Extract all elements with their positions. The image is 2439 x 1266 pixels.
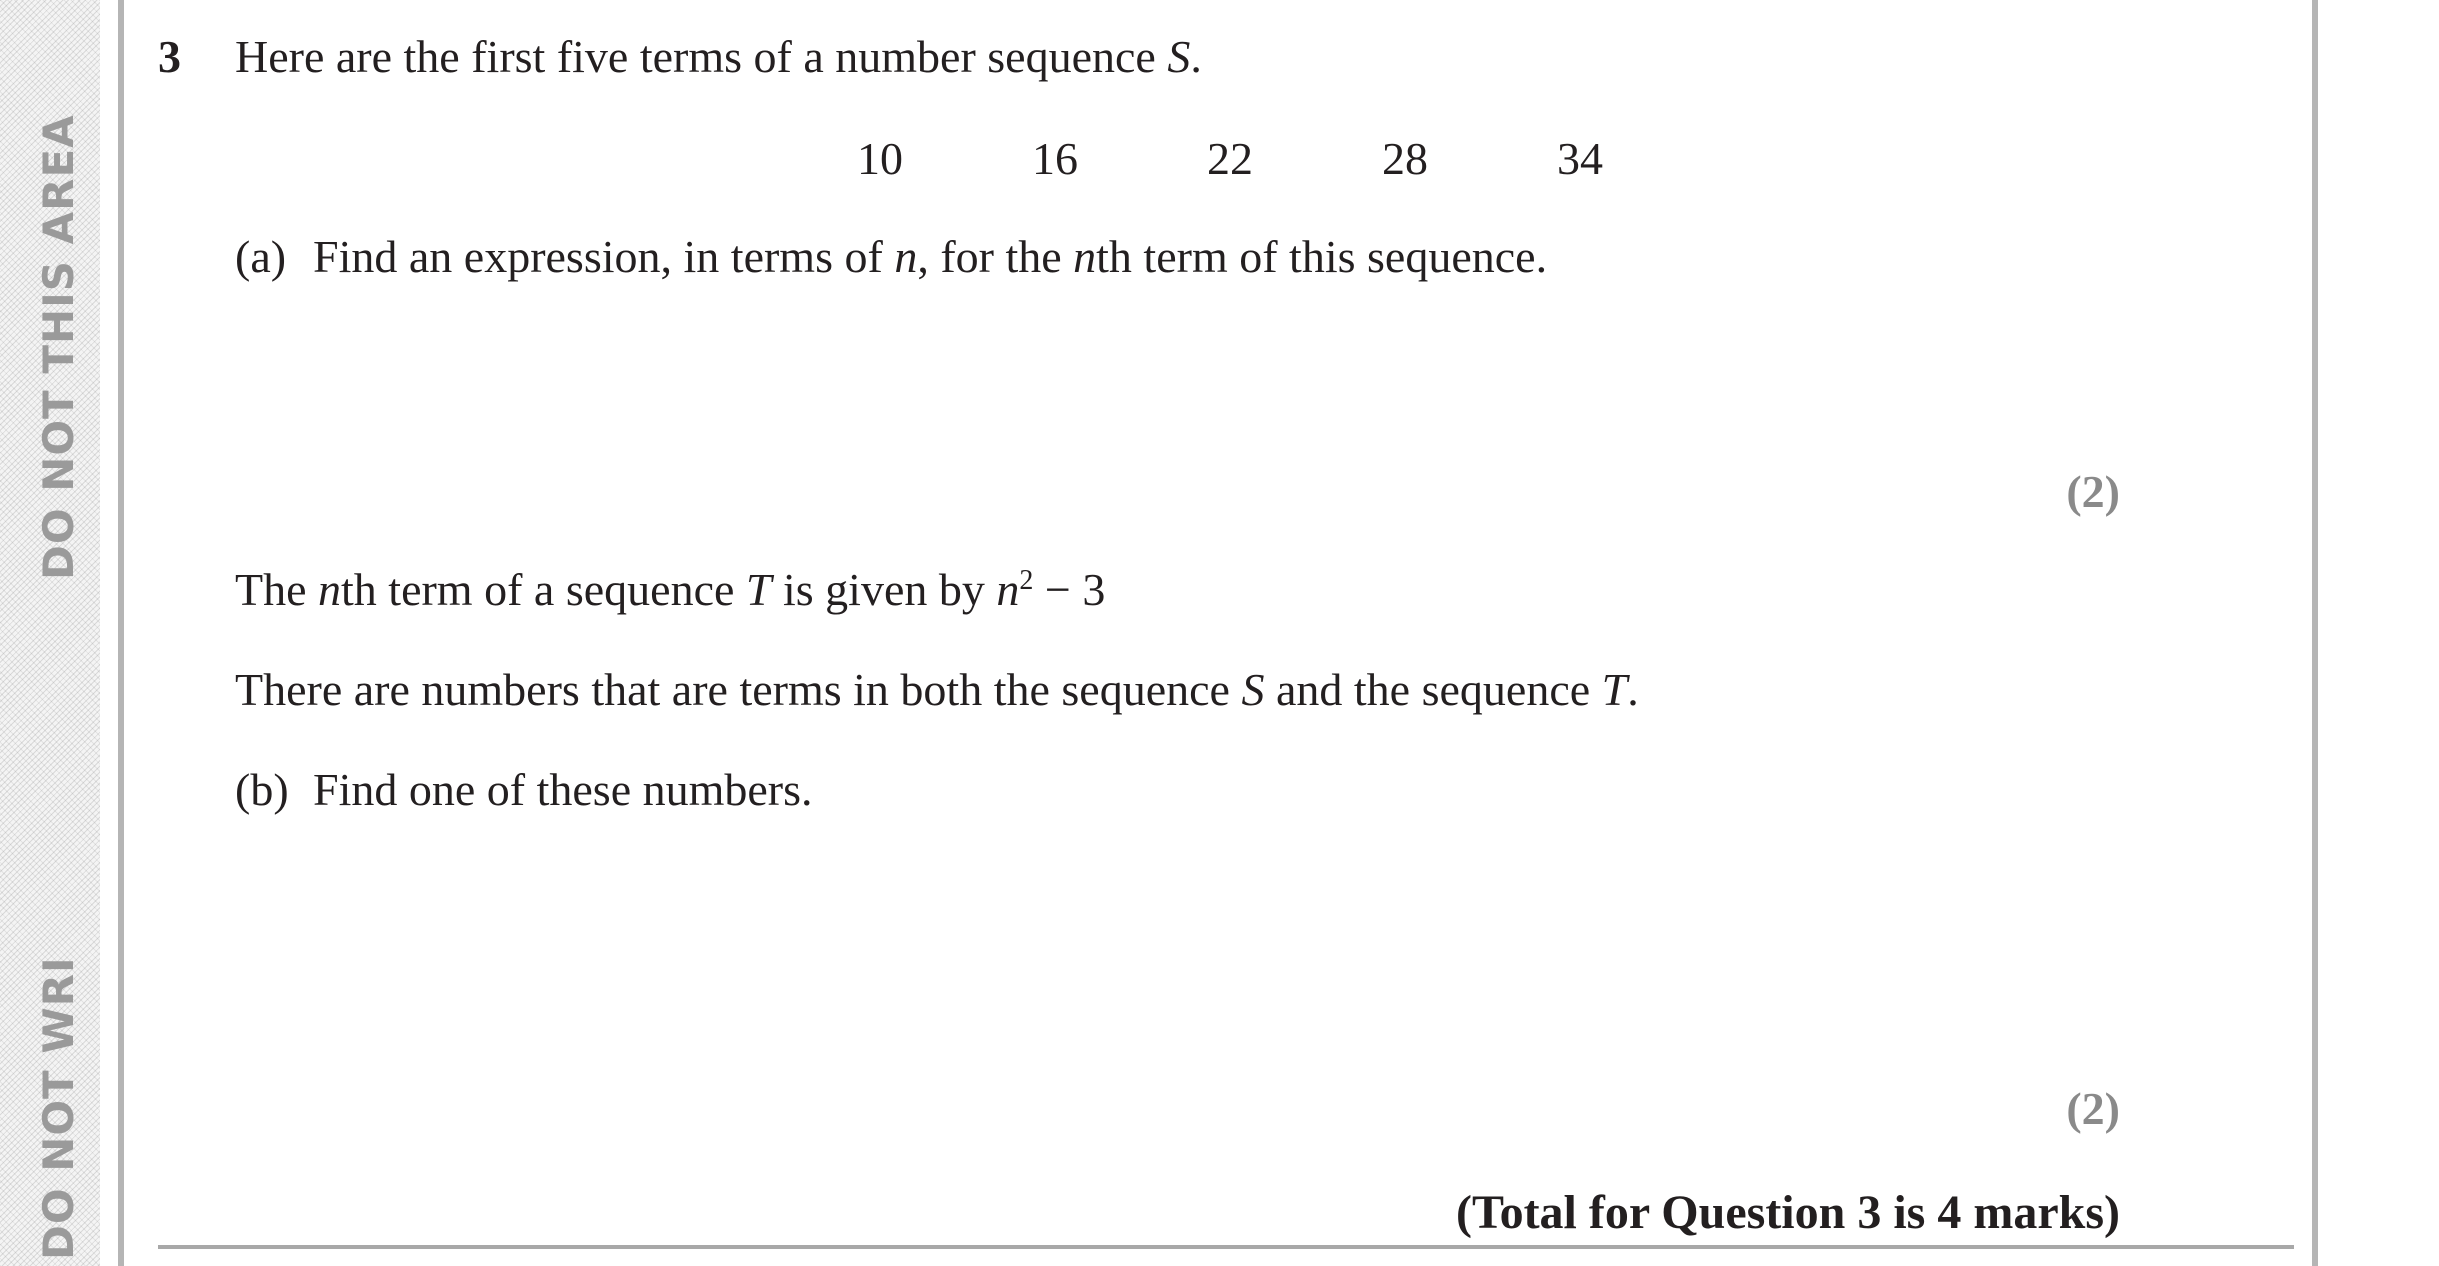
sequence-term: 16 bbox=[1032, 133, 1078, 184]
question-end-rule bbox=[158, 1245, 2294, 1249]
sequence-terms bbox=[840, 132, 1620, 192]
sequence-var-S: S bbox=[1167, 31, 1191, 82]
question-intro: Here are the first five terms of a number sequence S. bbox=[235, 31, 1202, 82]
part-b-marks: (2) bbox=[2066, 1083, 2120, 1134]
part-b-prompt: (b) Find one of these numbers. bbox=[235, 764, 813, 815]
part-a-prompt: (a) Find an expression, in terms of n, for the nth term of this sequence. bbox=[235, 231, 1548, 282]
margin-warning-label: DO NOT THIS AREA bbox=[34, 114, 83, 580]
question-number: 3 bbox=[158, 31, 181, 82]
common-terms-statement: There are numbers that are terms in both the sequence S and the sequence T. bbox=[235, 664, 1639, 715]
margin-divider bbox=[118, 0, 124, 1266]
right-border bbox=[2312, 0, 2318, 1266]
part-a-label: (a) bbox=[235, 231, 287, 282]
sequence-T-definition: The nth term of a sequence T is given by $n^2 - 3$ bbox=[235, 564, 1106, 615]
part-b-label: (b) bbox=[235, 764, 289, 815]
part-a-marks: (2) bbox=[2066, 466, 2120, 517]
question-total-marks: (Total for Question 3 is 4 marks) bbox=[1455, 1186, 2120, 1239]
sequence-term: 34 bbox=[1557, 133, 1603, 184]
sequence-term: 10 bbox=[857, 133, 903, 184]
sequence-term: 28 bbox=[1382, 133, 1428, 184]
sequence-term: 22 bbox=[1207, 133, 1253, 184]
margin-warning-label-bottom: DO NOT WRI bbox=[34, 956, 83, 1260]
